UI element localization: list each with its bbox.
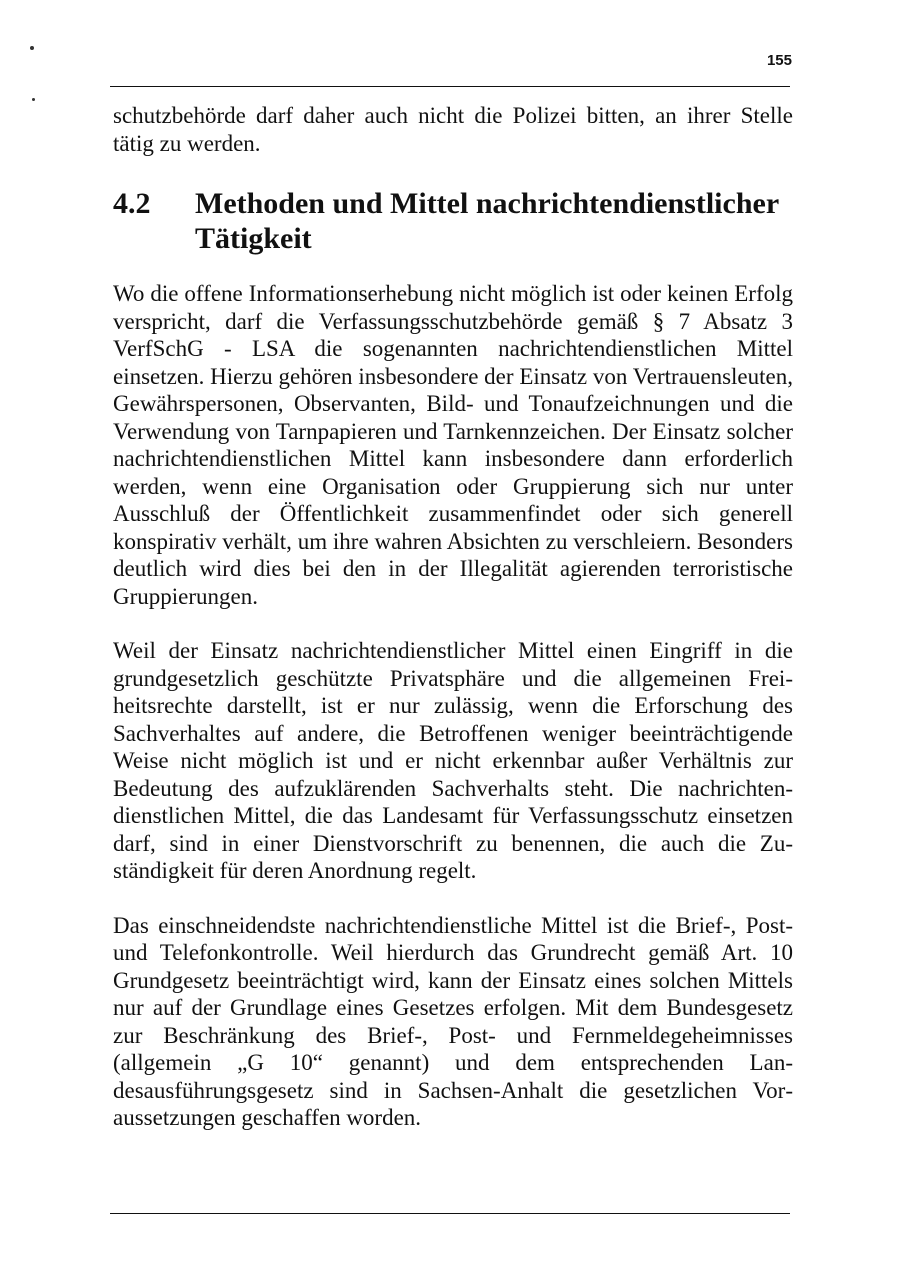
scan-speck bbox=[32, 98, 35, 101]
page-number: 155 bbox=[766, 52, 792, 69]
body-paragraph: Weil der Einsatz nachrichtendienstlicher Mittel einen Eingriff in die grundgesetzlich geschützte Privatsphäre und die allgemeinen Freiheitsrechte darstellt, ist er nur zulässig, wenn die Erforschung des Sachverhaltes auf andere, die Betroffenen weniger beeinträchtigende Weise nicht möglich ist und er nicht erkennbar außer Verhältnis zur Bedeutung des aufzuklärenden Sachverhalts steht. Die nachrichtendienstlichen Mittel, die das Landesamt für Verfassungsschutz einsetzen darf, sind in einer Dienstvorschrift zu benennen, die auch die Zuständigkeit für deren Anordnung regelt. bbox=[113, 638, 793, 883]
body-paragraph: Das einschneidendste nachrichtendienstliche Mittel ist die Brief-, Post- und Telefonkontrolle. Weil hierdurch das Grundrecht gemäß Art. 10 Grundgesetz beeinträchtigt wird, kann der Einsatz eines solchen Mittels nur auf der Grundlage eines Gesetzes erfolgen. Mit dem Bundesgesetz zur Beschränkung des Brief-, Post- und Fernmeldegeheimnisses (allgemein „G 10“ genannt) und dem entsprechenden Landesausführungsgesetz sind in Sachsen-Anhalt die gesetzlichen Voraussetzungen geschaffen worden. bbox=[113, 912, 793, 1130]
scan-speck bbox=[30, 46, 34, 50]
section-number: 4.2 bbox=[113, 187, 151, 220]
footer-rule bbox=[110, 1213, 790, 1214]
body-paragraph: Wo die offene Informationserhebung nicht möglich ist oder keinen Erfolg verspricht, darf die Verfassungsschutzbehörde gemäß § 7 Absatz 3 VerfSchG - LSA die sogenannten nachrichtendienstlichen Mittel einsetzen. Hierzu gehören insbesondere der Einsatz von Vertrauensleuten, Gewährspersonen, Observanten, Bild- und Tonaufzeichnungen und die Verwendung von Tarnpapieren und Tarnkennzeichen. Der Einsatz solcher nachrichtendienstlichen Mittel kann insbesondere dann erforderlich werden, wenn eine Organisation oder Gruppierung sich nur unter Ausschluß der Öffentlichkeit zusammenfindet oder sich generell konspirativ verhält, um ihre wahren Absichten zu verschleiern. Besonders deutlich wird dies bei den in der Illegalität agierenden terroristische Gruppierungen. bbox=[113, 281, 793, 609]
section-heading bbox=[113, 186, 793, 256]
header-rule bbox=[110, 86, 790, 87]
section-title: Methoden und Mittel nachrichtendienstlicher Tätigkeit bbox=[195, 187, 779, 255]
lead-paragraph: schutzbehörde darf daher auch nicht die Polizei bitten, an ihrer Stelle tätig zu werden. bbox=[113, 103, 793, 156]
page-content bbox=[113, 102, 793, 1132]
